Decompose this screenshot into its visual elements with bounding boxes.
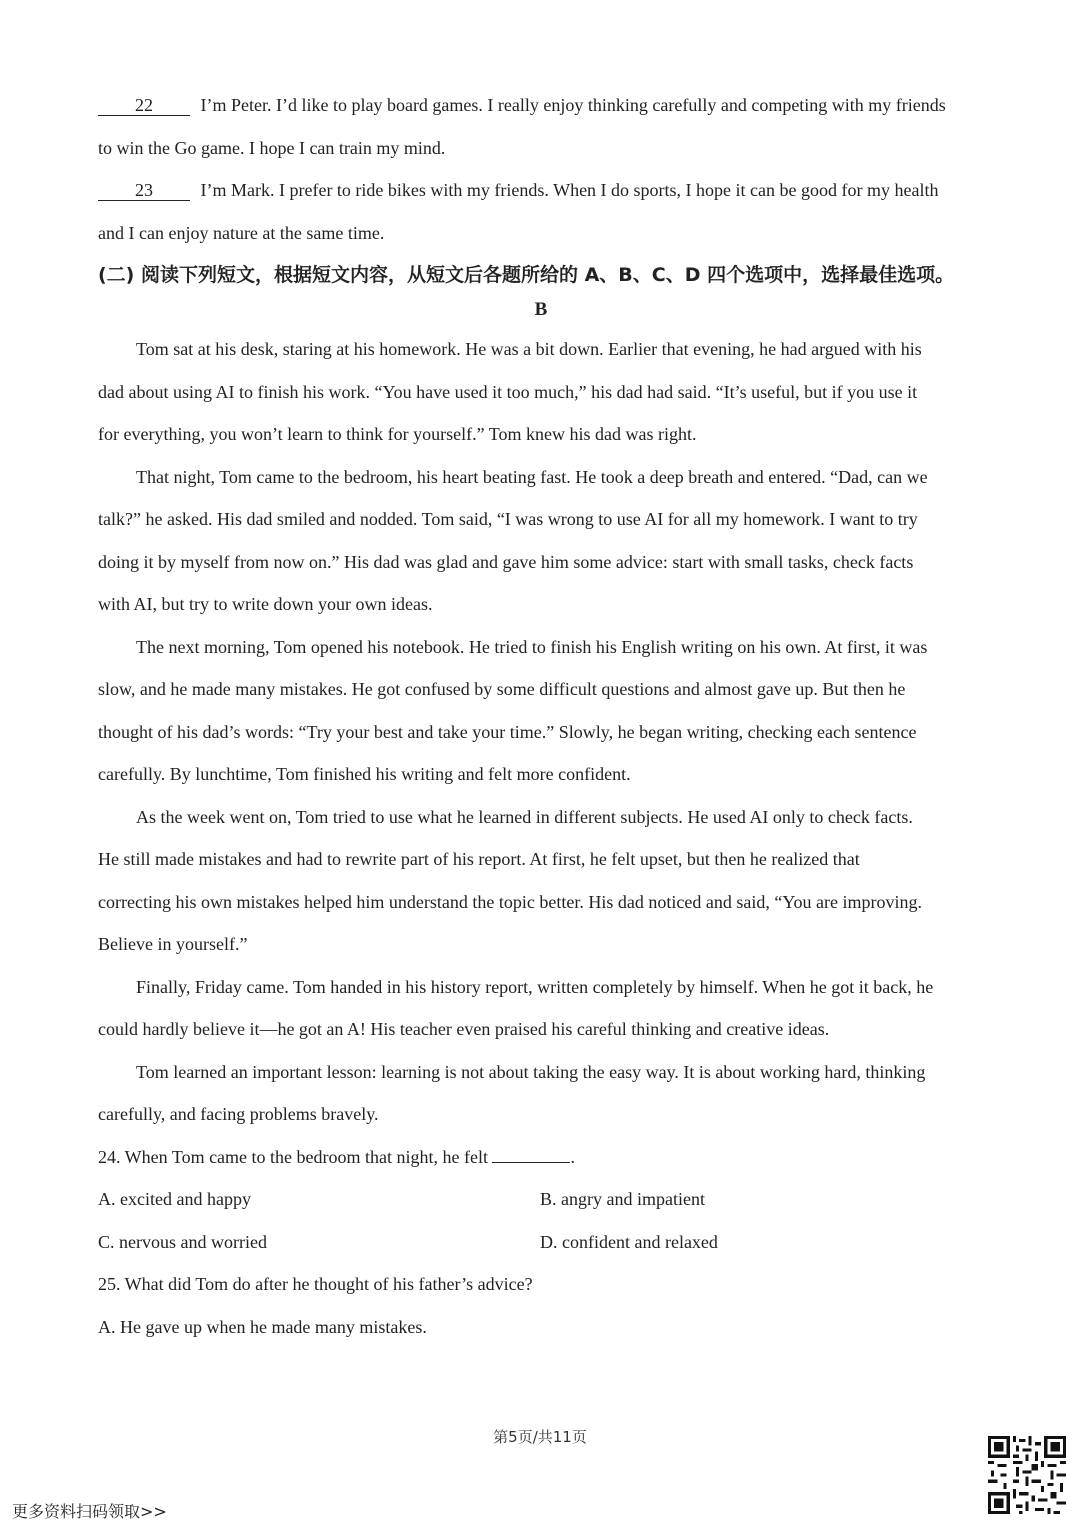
passage-line: slow, and he made many mistakes. He got confused by some difficult questions and almost gave up. But then he <box>98 679 906 699</box>
passage-line: Believe in yourself.” <box>98 934 248 954</box>
passage-line: carefully, and facing problems bravely. <box>98 1104 379 1124</box>
q22-text-1: I’m Peter. I’d like to play board games. I really enjoy thinking carefully and competing with my friends <box>200 95 946 115</box>
q24-option-d: D. confident and relaxed <box>540 1231 718 1252</box>
passage-line: correcting his own mistakes helped him understand the topic better. His dad noticed and said, “You are improving. <box>98 891 922 912</box>
q25-stem: 25. What did Tom do after he thought of his father’s advice? <box>98 1274 533 1294</box>
q24-stem-text: 24. When Tom came to the bedroom that night, he felt <box>98 1146 488 1167</box>
q24-option-b: B. angry and impatient <box>540 1189 705 1209</box>
q24-option-c: C. nervous and worried <box>98 1231 267 1252</box>
passage-line: Tom sat at his desk, staring at his homework. He was a bit down. Earlier that evening, he had argued with his <box>136 339 922 359</box>
q24-options-row-2 <box>98 1221 984 1264</box>
passage-line: That night, Tom came to the bedroom, his heart beating fast. He took a deep breath and entered. “Dad, can we <box>136 466 928 487</box>
passage-line: Finally, Friday came. Tom handed in his history report, written completely by himself. When he got it back, he <box>136 976 934 997</box>
passage-line: for everything, you won’t learn to think for yourself.” Tom knew his dad was right. <box>98 424 697 444</box>
q24-options-row-1 <box>98 1178 984 1221</box>
page-number: 第5页/共11页 <box>493 1428 587 1446</box>
q25-option-a: A. He gave up when he made many mistakes. <box>98 1316 427 1337</box>
q22-line-2: to win the Go game. I hope I can train my mind. <box>98 137 446 158</box>
passage-line: As the week went on, Tom tried to use what he learned in different subjects. He used AI only to check facts. <box>136 806 913 827</box>
passage-line: The next morning, Tom opened his notebook. He tried to finish his English writing on his own. At first, it was <box>136 636 928 657</box>
passage-line: Tom learned an important lesson: learning is not about taking the easy way. It is about working hard, thinking <box>136 1061 926 1082</box>
page-content <box>98 84 984 1348</box>
q23-number-blank: 23 <box>98 180 190 201</box>
q22-line-1 <box>98 84 984 127</box>
passage-label: B <box>534 299 548 320</box>
passage-line: could hardly believe it—he got an A! His teacher even praised his careful thinking and creative ideas. <box>98 1019 830 1039</box>
passage-line: talk?” he asked. His dad smiled and nodded. Tom said, “I was wrong to use AI for all my homework. I want to try <box>98 509 918 529</box>
passage-line: doing it by myself from now on.” His dad was glad and gave him some advice: start with small tasks, check facts <box>98 551 914 572</box>
q22-number-blank: 22 <box>98 95 190 116</box>
q24-stem-end: . <box>570 1146 575 1167</box>
q23-text-1: I’m Mark. I prefer to ride bikes with my friends. When I do sports, I hope it can be good for my health <box>200 180 939 200</box>
passage-line: thought of his dad’s words: “Try your best and take your time.” Slowly, he began writing, checking each sentence <box>98 721 917 742</box>
passage-line: with AI, but try to write down your own ideas. <box>98 594 433 614</box>
qr-code-icon[interactable] <box>988 1436 1066 1514</box>
section-heading: (二) 阅读下列短文，根据短文内容，从短文后各题所给的 A、B、C、D 四个选项中，选择最佳选项。 <box>98 264 955 286</box>
q24-option-a: A. excited and happy <box>98 1189 251 1209</box>
q23-line-2: and I can enjoy nature at the same time. <box>98 222 385 243</box>
q24-answer-blank <box>492 1148 570 1163</box>
passage-line: He still made mistakes and had to rewrite part of his report. At first, he felt upset, but then he realized that <box>98 849 860 869</box>
passage-line: carefully. By lunchtime, Tom finished his writing and felt more confident. <box>98 764 631 784</box>
q23-line-1 <box>98 169 984 212</box>
q24-stem <box>98 1136 984 1179</box>
more-resources-link[interactable]: 更多资料扫码领取>> <box>12 1502 167 1521</box>
passage-line: dad about using AI to finish his work. “You have used it too much,” his dad had said. “It’s useful, but if you use it <box>98 381 918 402</box>
passage-body <box>98 328 984 1136</box>
